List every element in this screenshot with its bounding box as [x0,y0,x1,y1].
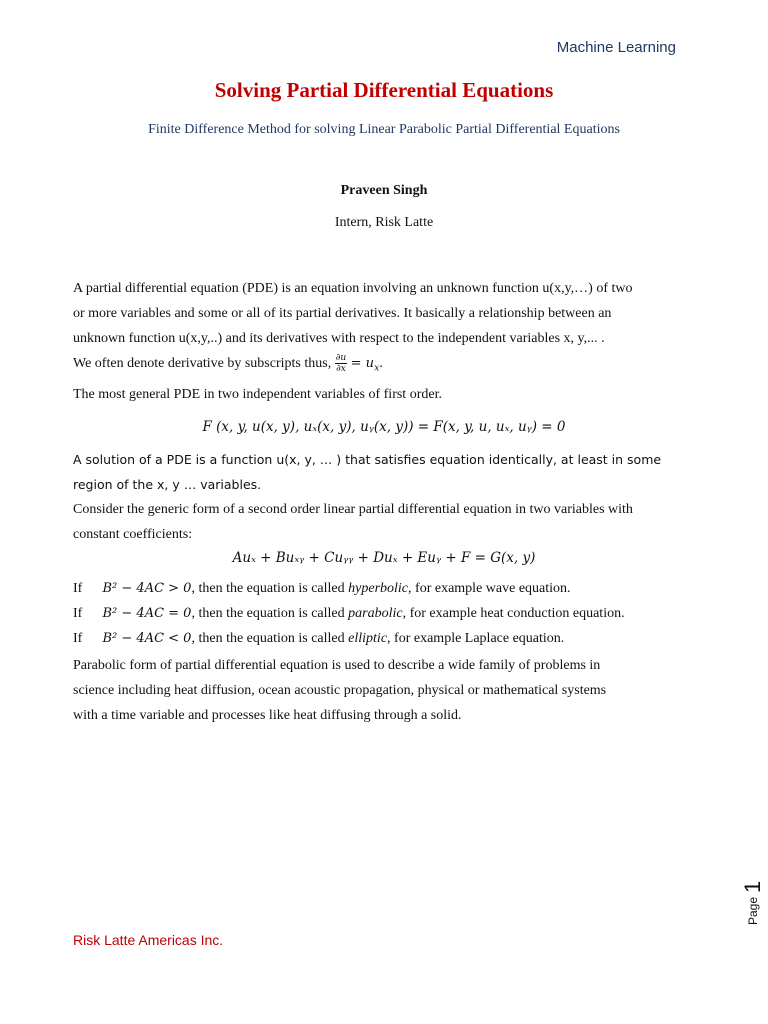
generic-line-1: Consider the generic form of a second order linear partial differential equation in two variables with [73,502,633,517]
intro-line-4-text: We often denote derivative by subscripts thus, [73,356,332,371]
author-name: Praveen Singh [340,183,428,198]
condition-if: If [73,631,83,646]
page-number [740,870,768,930]
condition-pre: , then the equation is called [191,606,349,621]
condition-hyperbolic [73,576,697,601]
page-number-rotated [740,865,768,925]
condition-post: , for example heat conduction equation. [402,606,625,621]
parabolic-line-2: science including heat diffusion, ocean acoustic propagation, physical or mathematical systems [73,683,607,698]
footer-company: Risk Latte Americas Inc. [73,932,224,948]
condition-parabolic [73,601,697,626]
author-affiliation: Intern, Risk Latte [334,215,434,230]
intro-line-3: unknown function u(x,y,..) and its derivatives with respect to the independent variables x, y,... . [73,331,605,346]
intro-line-2: or more variables and some or all of its partial derivatives. It basically a relationship between an [73,306,612,321]
intro-line-4 [73,351,697,382]
generic-line-2: constant coefficients: [73,527,193,542]
solution-line-2: region of the x, y … variables. [73,477,262,492]
header-tag: Machine Learning [556,39,676,56]
intro-line-5: The most general PDE in two independent variables of first order. [73,386,442,402]
condition-pre: , then the equation is called [191,581,349,596]
condition-math: B² − 4AC > 0 [102,581,192,596]
partial-derivative-fraction [335,353,347,374]
condition-type: parabolic [348,606,403,621]
fraction-numerator: ∂u [335,353,347,364]
intro-line-1: A partial differential equation (PDE) is an equation involving an unknown function u(x,y,…) of two [73,281,633,296]
condition-if: If [73,581,83,596]
generic-form-paragraph [73,497,697,547]
condition-type: elliptic [348,631,388,646]
condition-math: B² − 4AC = 0 [102,606,192,621]
condition-elliptic [73,626,697,651]
intro-line-4-end: . [379,356,383,371]
parabolic-paragraph [73,653,697,728]
condition-math: B² − 4AC < 0 [102,631,192,646]
derivative-rhs-text: = u [350,356,375,371]
derivative-rhs-sub: x [374,363,380,374]
solution-line-1: A solution of a PDE is a function u(x, y, … ) that satisfies equation identically, at least in some [73,452,662,467]
first-order-pde-equation: F (x, y, u(x, y), uₓ(x, y), uᵧ(x, y)) = F(x, y, u, uₓ, uᵧ) = 0 [202,419,566,435]
solution-paragraph [73,447,697,497]
fraction-denominator: ∂x [336,364,346,375]
page-label: Page [746,896,760,925]
document-subtitle: Finite Difference Method for solving Linear Parabolic Partial Differential Equations [148,122,620,137]
intro-paragraph [73,276,697,407]
page-number-value: 1 [740,880,765,893]
parabolic-line-3: with a time variable and processes like heat diffusing through a solid. [73,708,462,723]
condition-post: , for example Laplace equation. [387,631,565,646]
condition-pre: , then the equation is called [191,631,349,646]
second-order-pde-equation: Auₓ + Buₓᵧ + Cuᵧᵧ + Duₓ + Euᵧ + F = G(x, y) [232,550,536,566]
condition-if: If [73,606,83,621]
conditions-list [73,576,697,651]
parabolic-line-1: Parabolic form of partial differential equation is used to describe a wide family of problems in [73,658,601,673]
condition-type: hyperbolic [348,581,409,596]
derivative-rhs [350,356,380,374]
document-title: Solving Partial Differential Equations [214,78,554,102]
condition-post: , for example wave equation. [408,581,571,596]
